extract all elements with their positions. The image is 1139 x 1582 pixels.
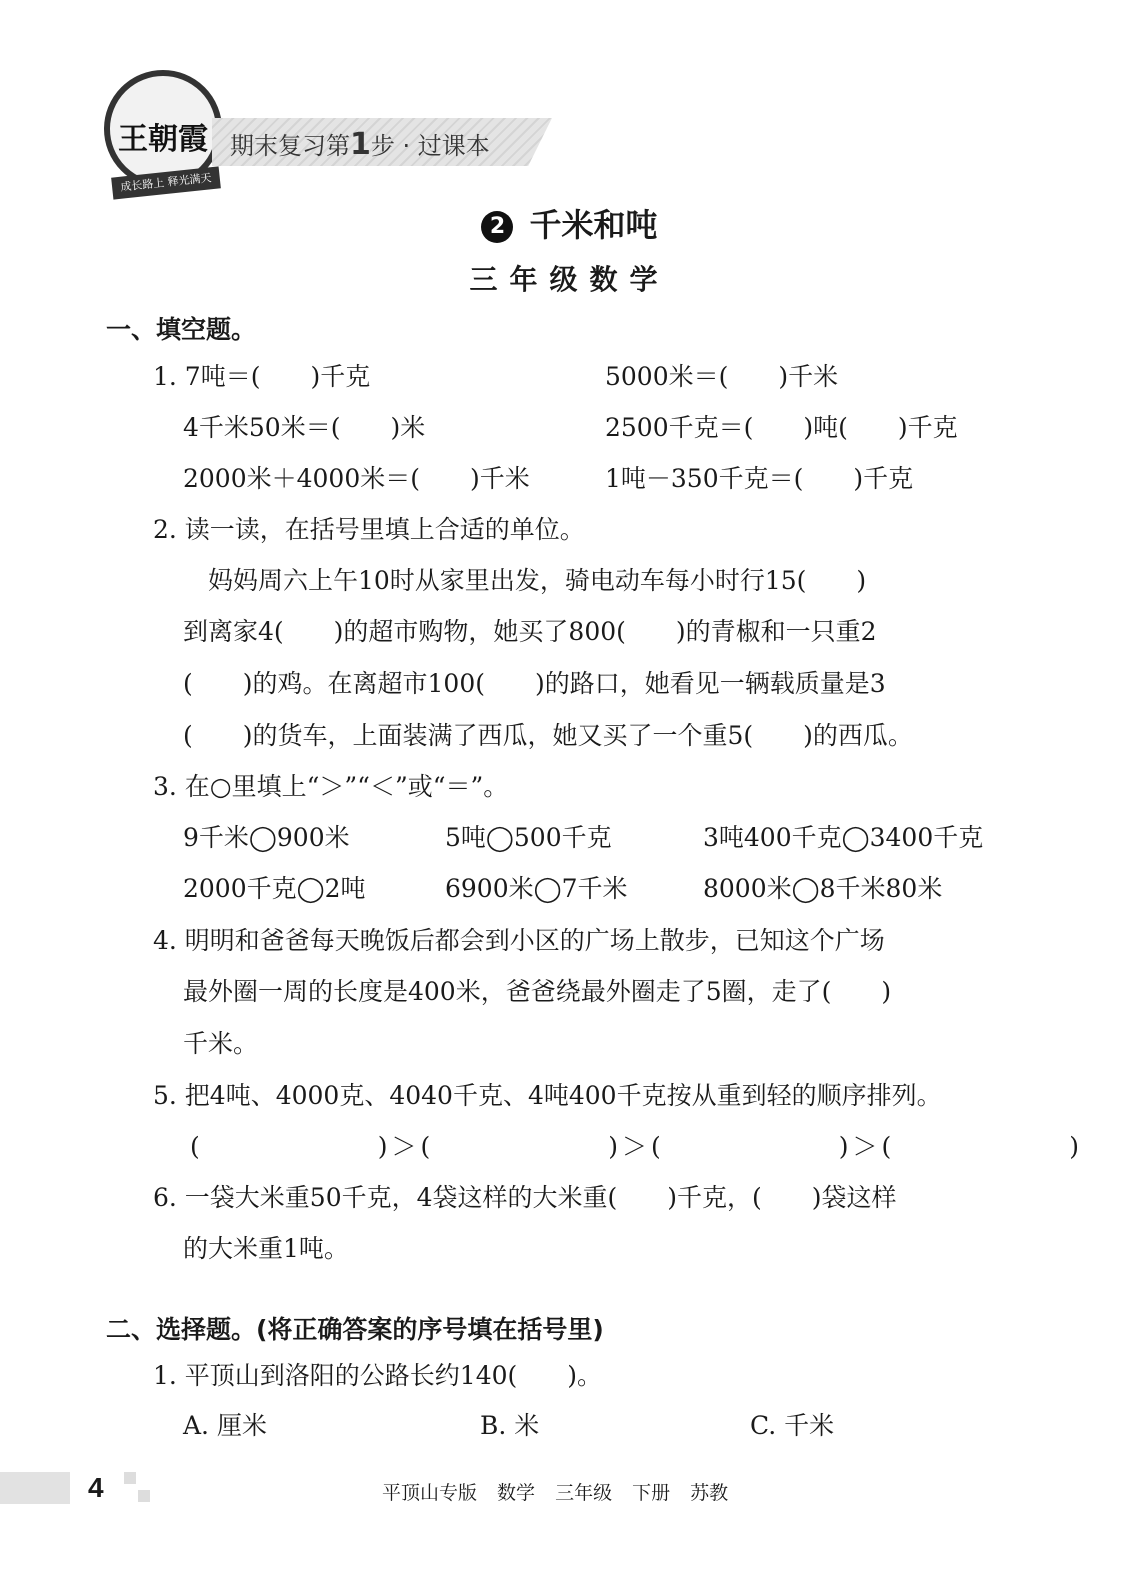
question-line: 5000米＝( )千米 — [605, 362, 839, 391]
section-heading-1: 一、填空题。 — [106, 315, 257, 344]
question-line: 1. 7吨＝( )千克 — [153, 362, 371, 391]
question-line: 2000米＋4000米＝( )千米 — [183, 464, 530, 493]
logo-name: 王朝霞 — [118, 122, 208, 157]
question-line: 9千米◯900米 — [183, 823, 350, 852]
question-line: ( )的鸡。在离超市100( )的路口，她看见一辆载质量是3 — [183, 669, 886, 698]
question-line: 4. 明明和爸爸每天晚饭后都会到小区的广场上散步，已知这个广场 — [153, 926, 885, 955]
logo-slogan: 成长路上 释光满天 — [111, 166, 221, 199]
footer-decor — [124, 1472, 136, 1484]
question-line: 2000千克◯2吨 — [183, 874, 366, 903]
question-line: 5. 把4吨、4000克、4040千克、4吨400千克按从重到轻的顺序排列。 — [153, 1081, 942, 1110]
section-heading-2: 二、选择题。(将正确答案的序号填在括号里) — [106, 1315, 604, 1344]
banner-post: 步 · 过课本 — [370, 132, 490, 160]
footer-bar — [0, 1472, 70, 1504]
question-line: ( )＞( )＞( )＞( ) — [190, 1132, 1084, 1161]
question-line: 8000米◯8千米80米 — [703, 874, 943, 903]
option-a: A. 厘米 — [183, 1411, 267, 1440]
option-b: B. 米 — [480, 1411, 540, 1440]
question-2-1: 1. 平顶山到洛阳的公路长约140( )。 — [153, 1361, 603, 1390]
question-line: 6. 一袋大米重50千克，4袋这样的大米重( )千克，( )袋这样 — [153, 1183, 897, 1212]
question-line: 2. 读一读，在括号里填上合适的单位。 — [153, 515, 585, 544]
banner-num: 1 — [350, 127, 371, 162]
question-line: 最外圈一周的长度是400米，爸爸绕最外圈走了5圈，走了( ) — [183, 977, 892, 1006]
question-line: 妈妈周六上午10时从家里出发，骑电动车每小时行15( ) — [183, 566, 867, 595]
question-line: 到离家4( )的超市购物，她买了800( )的青椒和一只重2 — [183, 617, 877, 646]
question-line: 2500千克＝( )吨( )千克 — [605, 413, 958, 442]
footer-decor — [138, 1490, 150, 1502]
banner-pre: 期末复习第 — [230, 132, 350, 160]
question-line: 4千米50米＝( )米 — [183, 413, 426, 442]
banner-text — [230, 126, 490, 162]
option-c: C. 千米 — [750, 1411, 835, 1440]
page-number: 4 — [88, 1472, 104, 1503]
question-line: 1吨－350千克＝( )千克 — [605, 464, 914, 493]
question-line: 6900米◯7千米 — [445, 874, 628, 903]
question-line: 5吨◯500千克 — [445, 823, 612, 852]
question-line: 3吨400千克◯3400千克 — [703, 823, 984, 852]
footer-info: 平顶山专版 数学 三年级 下册 苏教 — [382, 1482, 729, 1504]
title-text: 千米和吨 — [529, 206, 658, 244]
question-line: ( )的货车，上面装满了西瓜，她又买了一个重5( )的西瓜。 — [183, 721, 913, 750]
chapter-number: 2 — [481, 211, 513, 243]
page-title — [0, 200, 1139, 246]
question-line: 千米。 — [183, 1029, 259, 1058]
page-subtitle: 三年级数学 — [469, 263, 670, 296]
question-line: 的大米重1吨。 — [183, 1234, 349, 1263]
question-line: 3. 在○里填上“＞”“＜”或“＝”。 — [153, 772, 509, 801]
